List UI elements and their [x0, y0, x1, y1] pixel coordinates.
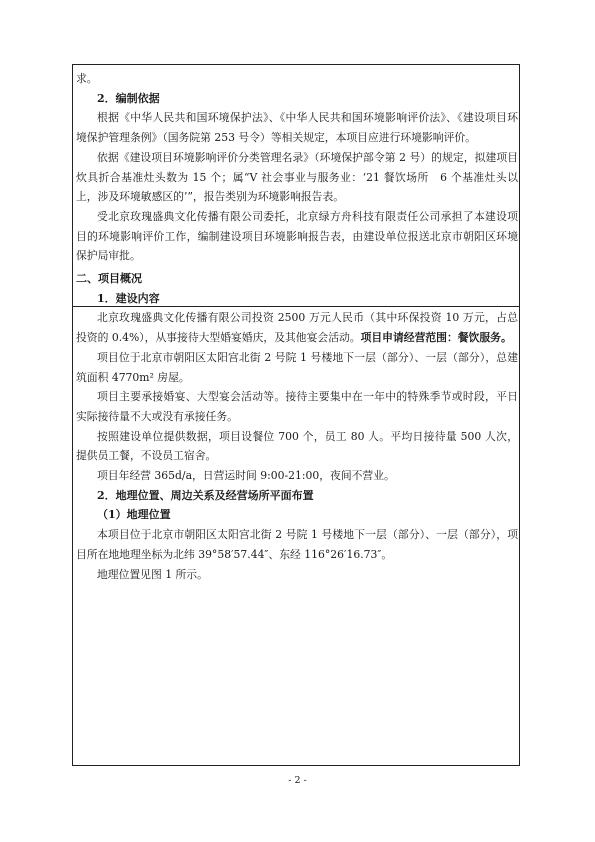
- investment-text: 北京玫瑰盛典文化传播有限公司投资 2500 万元人民币（其中环保投资 10 万元，占总投资的 0.4%），从事接待大型婚宴婚庆，及其他宴会活动。: [76, 311, 518, 345]
- heading-basis: 2．编制依据: [97, 91, 160, 105]
- paragraph-content-1: [76, 308, 518, 347]
- paragraph-continuation: 求。: [76, 72, 98, 85]
- document-body: [76, 69, 518, 584]
- paragraph-basis-3: 受北京玫瑰盛典文化传播有限公司委托，北京绿方舟科技有限责任公司承担了本建设项目的环境影响评价工作，编制建设项目环境影响报告表，由建设单位报送北京市朝阳区环境保护局审批。: [76, 209, 518, 263]
- paragraph-content-3: 项目主要承接婚宴、大型宴会活动等。接待主要集中在一年中的特殊季节或时段，平日实际接待量不大或没有承接任务。: [76, 390, 518, 423]
- paragraph-location-2: 地理位置见图 1 所示。: [97, 567, 208, 581]
- business-scope-text: 项目申请经营范围：餐饮服务。: [360, 331, 512, 345]
- paragraph-location-1: 本项目位于北京市朝阳区太阳宫北街 2 号院 1 号楼地下一层（部分）、一层（部分），项目所在地地理坐标为北纬 39°58′57.44″、东经 116°26′16.73″。: [76, 528, 518, 561]
- heading-geographic-location: （1）地理位置: [97, 508, 171, 522]
- heading-construction-content: 1．建设内容: [97, 291, 160, 305]
- paragraph-content-4: 按照建设单位提供数据，项目设餐位 700 个，员工 80 人。平均日接待量 500 人次，提供员工餐，不设员工宿舍。: [76, 429, 518, 463]
- paragraph-basis-2: 依据《建设项目环境影响评价分类管理名录》（环境保护部令第 2 号）的规定，拟建项目炊具折合基准灶头数为 15 个；属“V 社会事业与服务业：‘21 餐饮场所 6 个基准灶头以上，涉及环境敏感区的’”，报告类别为环境影响报告表。: [76, 150, 518, 204]
- paragraph-content-5: 项目年经营 365d/a，日营运时间 9:00-21:00，夜间不营业。: [97, 469, 395, 483]
- paragraph-basis-1: 根据《中华人民共和国环境保护法》、《中华人民共和国环境影响评价法》、《建设项目环境保护管理条例》（国务院第 253 号令）等相关规定，本项目应进行环境影响评价。: [76, 111, 518, 145]
- paragraph-content-2: 项目位于北京市朝阳区太阳宫北街 2 号院 1 号楼地下一层（部分）、一层（部分），总建筑面积 4770m² 房屋。: [76, 350, 518, 384]
- page-number: - 2 -: [288, 775, 307, 786]
- heading-project-overview: 二、项目概况: [76, 272, 142, 286]
- heading-location-layout: 2．地理位置、周边关系及经营场所平面布置: [97, 488, 314, 502]
